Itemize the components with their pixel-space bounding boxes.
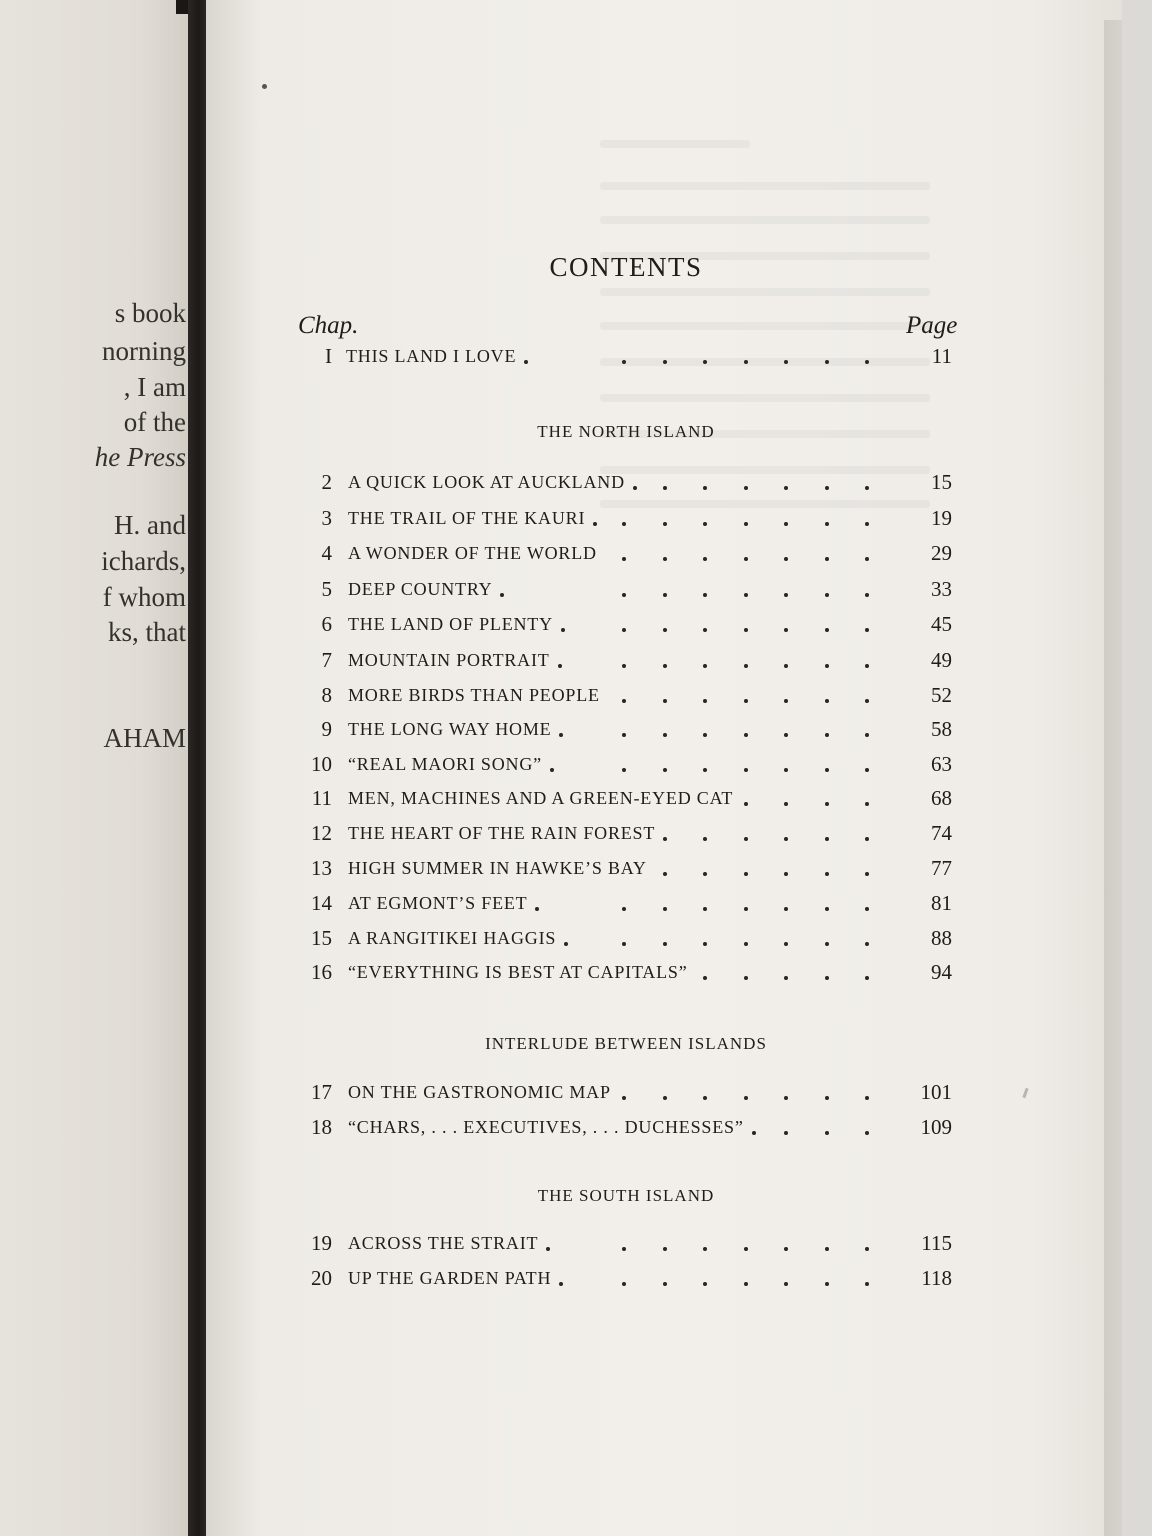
leader-dot <box>622 593 626 597</box>
leader-dot <box>703 1247 707 1251</box>
leader-dot <box>865 837 869 841</box>
leader-dot <box>825 522 829 526</box>
chapter-number: 15 <box>311 926 332 950</box>
leader-dot <box>622 1247 626 1251</box>
leader-dot <box>865 942 869 946</box>
leader-dot <box>825 802 829 806</box>
leader-dot <box>825 593 829 597</box>
contents-entry[interactable] <box>296 926 952 956</box>
leader-dot <box>559 1282 563 1286</box>
leader-dot <box>663 699 667 703</box>
leader-dot <box>703 360 707 364</box>
leader-dot <box>564 942 568 946</box>
leader-dot <box>622 557 626 561</box>
leader-dot <box>865 733 869 737</box>
leader-dot <box>865 557 869 561</box>
leader-dot <box>825 733 829 737</box>
leader-dot <box>784 1247 788 1251</box>
leader-dot <box>865 802 869 806</box>
leader-dot <box>663 768 667 772</box>
chapter-title: DEEP COUNTRY <box>348 579 493 599</box>
leader-dot <box>865 768 869 772</box>
page-number: 101 <box>920 1080 952 1104</box>
chapter-title: HIGH SUMMER IN HAWKE’S BAY <box>348 858 647 878</box>
page-number: 45 <box>931 612 952 636</box>
facing-page-text-line: s book <box>114 298 186 328</box>
leader-dot <box>622 1282 626 1286</box>
chapter-number: 7 <box>321 648 332 672</box>
leader-dot <box>703 593 707 597</box>
chapter-title: ON THE GASTRONOMIC MAP <box>348 1082 611 1102</box>
contents-entry[interactable] <box>296 1266 952 1296</box>
page-number: 11 <box>931 344 952 368</box>
facing-page-text-line: H. and <box>114 510 186 540</box>
leader-dot <box>744 699 748 703</box>
leader-dot <box>865 628 869 632</box>
leader-dot <box>784 664 788 668</box>
chapter-number: 10 <box>311 752 332 776</box>
leader-dot <box>703 837 707 841</box>
leader-dot <box>825 1131 829 1135</box>
chapter-number: 2 <box>321 470 332 494</box>
leader-dot <box>744 768 748 772</box>
page-number: 81 <box>931 891 952 915</box>
chapter-number: 12 <box>311 821 332 845</box>
leader-dot <box>546 1247 550 1251</box>
contents-entry[interactable] <box>296 1080 952 1110</box>
leader-dot <box>663 1096 667 1100</box>
page-number: 77 <box>931 856 952 880</box>
leader-dot <box>500 593 504 597</box>
chapter-title: MOUNTAIN PORTRAIT <box>348 650 550 670</box>
leader-dot <box>825 976 829 980</box>
leader-dot <box>663 522 667 526</box>
leader-dot <box>825 664 829 668</box>
chapter-title: AT EGMONT’S FEET <box>348 893 528 913</box>
leader-dot <box>744 872 748 876</box>
leader-dot <box>703 872 707 876</box>
leader-dot <box>744 907 748 911</box>
leader-dot <box>622 768 626 772</box>
leader-dot <box>825 360 829 364</box>
leader-dot <box>558 664 562 668</box>
chapter-title: A WONDER OF THE WORLD <box>348 543 597 563</box>
leader-dot <box>744 593 748 597</box>
leader-dot <box>825 872 829 876</box>
page-number: 58 <box>931 717 952 741</box>
leader-dot <box>784 907 788 911</box>
leader-dot <box>633 486 637 490</box>
leader-dot <box>744 733 748 737</box>
page-number: 68 <box>931 786 952 810</box>
leader-dot <box>622 699 626 703</box>
leader-dot <box>865 1282 869 1286</box>
contents-entry[interactable] <box>296 717 952 747</box>
leader-dot <box>865 593 869 597</box>
show-through-line <box>600 394 930 402</box>
leader-dot <box>865 976 869 980</box>
chapter-number: 18 <box>311 1115 332 1139</box>
contents-entry[interactable] <box>296 683 952 713</box>
leader-dot <box>784 486 788 490</box>
page-number: 19 <box>931 506 952 530</box>
section-heading: THE SOUTH ISLAND <box>537 1186 715 1205</box>
leader-dot <box>703 768 707 772</box>
leader-dot <box>784 976 788 980</box>
contents-entry[interactable] <box>296 786 952 816</box>
leader-dot <box>703 699 707 703</box>
leader-dot <box>593 522 597 526</box>
chapter-title: THE LAND OF PLENTY <box>348 614 553 634</box>
contents-title: CONTENTS <box>549 252 703 282</box>
leader-dot <box>622 360 626 364</box>
chapter-number: 11 <box>311 786 332 810</box>
contents-entry[interactable] <box>296 612 952 642</box>
leader-dot <box>744 628 748 632</box>
show-through-line <box>600 216 930 224</box>
leader-dot <box>784 802 788 806</box>
leader-dot <box>784 360 788 364</box>
leader-dot <box>703 1096 707 1100</box>
leader-dot <box>524 360 528 364</box>
leader-dot <box>865 907 869 911</box>
leader-dot <box>663 664 667 668</box>
chapter-number: 8 <box>321 683 332 707</box>
leader-dot <box>865 664 869 668</box>
leader-dot <box>744 360 748 364</box>
show-through-line <box>600 322 930 330</box>
leader-dot <box>744 1282 748 1286</box>
leader-dot <box>744 976 748 980</box>
page-number: 29 <box>931 541 952 565</box>
leader-dot <box>825 1247 829 1251</box>
page-number: 49 <box>931 648 952 672</box>
leader-dot <box>559 733 563 737</box>
leader-dot <box>784 699 788 703</box>
leader-dot <box>825 1096 829 1100</box>
leader-dot <box>703 1282 707 1286</box>
leader-dot <box>535 907 539 911</box>
leader-dot <box>663 872 667 876</box>
chapter-number: 9 <box>321 717 332 741</box>
leader-dot <box>703 976 707 980</box>
contents-entry[interactable] <box>296 821 952 851</box>
leader-dot <box>663 360 667 364</box>
chapter-number: 5 <box>321 577 332 601</box>
leader-dot <box>744 1247 748 1251</box>
chapter-number: 6 <box>321 612 332 636</box>
leader-dot <box>663 628 667 632</box>
leader-dot <box>744 522 748 526</box>
leader-dot <box>703 486 707 490</box>
chapter-number: 17 <box>311 1080 332 1104</box>
contents-entry[interactable] <box>296 856 952 886</box>
section-heading: THE NORTH ISLAND <box>537 422 715 441</box>
chapter-title: A QUICK LOOK AT AUCKLAND <box>348 472 625 492</box>
show-through-line <box>600 182 930 190</box>
contents-entry[interactable] <box>296 960 952 990</box>
leader-dot <box>825 628 829 632</box>
contents-entry[interactable] <box>296 344 952 374</box>
page-number: 88 <box>931 926 952 950</box>
leader-dot <box>865 872 869 876</box>
leader-dot <box>622 1096 626 1100</box>
facing-page-text-line: norning <box>102 336 186 366</box>
leader-dot <box>865 522 869 526</box>
facing-page-text-line: AHAM <box>103 723 186 753</box>
leader-dot <box>663 486 667 490</box>
chapter-title: THE LONG WAY HOME <box>348 719 552 739</box>
leader-dot <box>663 557 667 561</box>
leader-dot <box>825 699 829 703</box>
leader-dot <box>663 942 667 946</box>
leader-dot <box>622 733 626 737</box>
chapter-number: 20 <box>311 1266 332 1290</box>
leader-dot <box>622 522 626 526</box>
chapter-title: MORE BIRDS THAN PEOPLE <box>348 685 600 705</box>
leader-dot <box>825 768 829 772</box>
leader-dot <box>744 664 748 668</box>
contents-entry[interactable] <box>296 541 952 571</box>
leader-dot <box>622 628 626 632</box>
leader-dot <box>784 593 788 597</box>
leader-dot <box>703 522 707 526</box>
leader-dot <box>825 837 829 841</box>
chapter-number: 19 <box>311 1231 332 1255</box>
leader-dot <box>561 628 565 632</box>
leader-dot <box>622 907 626 911</box>
leader-dot <box>663 837 667 841</box>
chapter-title: MEN, MACHINES AND A GREEN-EYED CAT <box>348 788 734 808</box>
page-number: 94 <box>931 960 952 984</box>
contents-entry[interactable] <box>296 506 952 536</box>
page-column-label: Page <box>906 312 958 339</box>
chapter-number: 16 <box>311 960 332 984</box>
chapter-title: ACROSS THE STRAIT <box>348 1233 539 1253</box>
leader-dot <box>784 1282 788 1286</box>
leader-dot <box>784 522 788 526</box>
leader-dot <box>784 872 788 876</box>
leader-dot <box>703 942 707 946</box>
chap-column-label: Chap. <box>298 312 359 339</box>
contents-entry[interactable] <box>296 577 952 607</box>
leader-dot <box>744 557 748 561</box>
leader-dot <box>550 768 554 772</box>
leader-dot <box>744 837 748 841</box>
contents-entry[interactable] <box>296 752 952 782</box>
page-number: 109 <box>920 1115 952 1139</box>
leader-dot <box>703 907 707 911</box>
leader-dot <box>784 1131 788 1135</box>
chapter-title: THE TRAIL OF THE KAURI <box>348 508 586 528</box>
leader-dot <box>744 802 748 806</box>
page-number: 63 <box>931 752 952 776</box>
leader-dot <box>784 733 788 737</box>
leader-dot <box>865 1247 869 1251</box>
chapter-title: “EVERYTHING IS BEST AT CAPITALS” <box>348 962 688 982</box>
page-number: 33 <box>931 577 952 601</box>
chapter-number: 14 <box>311 891 332 915</box>
contents-entry[interactable] <box>296 648 952 678</box>
leader-dot <box>784 837 788 841</box>
contents-entry[interactable] <box>296 1115 952 1145</box>
facing-page-text-line: ks, that <box>108 617 186 647</box>
leader-dot <box>784 768 788 772</box>
facing-page-text-line: of the <box>123 407 186 437</box>
ink-speck <box>262 84 267 89</box>
chapter-number: 13 <box>311 856 332 880</box>
chapter-number: 3 <box>321 506 332 530</box>
page-number: 15 <box>931 470 952 494</box>
chapter-title: THIS LAND I LOVE <box>346 346 517 366</box>
leader-dot <box>865 360 869 364</box>
chapter-title: “REAL MAORI SONG” <box>348 754 542 774</box>
leader-dot <box>744 942 748 946</box>
leader-dot <box>784 628 788 632</box>
contents-entry[interactable] <box>296 891 952 921</box>
leader-dot <box>784 1096 788 1100</box>
facing-page-text-line: , I am <box>123 372 186 402</box>
leader-dot <box>865 699 869 703</box>
facing-page-text-line: he Press <box>94 442 186 472</box>
leader-dot <box>663 1282 667 1286</box>
leader-dot <box>703 628 707 632</box>
leader-dot <box>622 942 626 946</box>
leader-dot <box>663 907 667 911</box>
section-heading: INTERLUDE BETWEEN ISLANDS <box>485 1034 767 1053</box>
page-number: 52 <box>931 683 952 707</box>
page-number: 74 <box>931 821 952 845</box>
leader-dot <box>825 1282 829 1286</box>
leader-dot <box>825 907 829 911</box>
leader-dot <box>865 1096 869 1100</box>
leader-dot <box>825 942 829 946</box>
leader-dot <box>703 557 707 561</box>
leader-dot <box>865 1131 869 1135</box>
leader-dot <box>663 1247 667 1251</box>
leader-dot <box>784 942 788 946</box>
page-stack-edge <box>1104 20 1122 1536</box>
page-number: 118 <box>921 1266 952 1290</box>
chapter-title: UP THE GARDEN PATH <box>348 1268 552 1288</box>
leader-dot <box>663 593 667 597</box>
leader-dot <box>703 664 707 668</box>
show-through-line <box>600 140 750 148</box>
leader-dot <box>744 1096 748 1100</box>
chapter-title: “CHARS, . . . EXECUTIVES, . . . DUCHESSES” <box>348 1117 744 1137</box>
leader-dot <box>663 733 667 737</box>
leader-dot <box>622 664 626 668</box>
leader-dot <box>752 1131 756 1135</box>
leader-dot <box>865 486 869 490</box>
leader-dot <box>784 557 788 561</box>
facing-page-text-line: ichards, <box>101 546 186 576</box>
chapter-number: 4 <box>321 541 332 565</box>
leader-dot <box>825 486 829 490</box>
leader-dot <box>744 486 748 490</box>
page-number: 115 <box>921 1231 952 1255</box>
chapter-number: I <box>325 344 332 368</box>
facing-page-left <box>0 0 200 1536</box>
show-through-line <box>600 288 930 296</box>
contents-entry[interactable] <box>296 470 952 500</box>
chapter-title: A RANGITIKEI HAGGIS <box>348 928 557 948</box>
leader-dot <box>825 557 829 561</box>
contents-entry[interactable] <box>296 1231 952 1261</box>
facing-page-text-line: f whom <box>102 582 186 612</box>
leader-dot <box>703 733 707 737</box>
chapter-title: THE HEART OF THE RAIN FOREST <box>348 823 656 843</box>
